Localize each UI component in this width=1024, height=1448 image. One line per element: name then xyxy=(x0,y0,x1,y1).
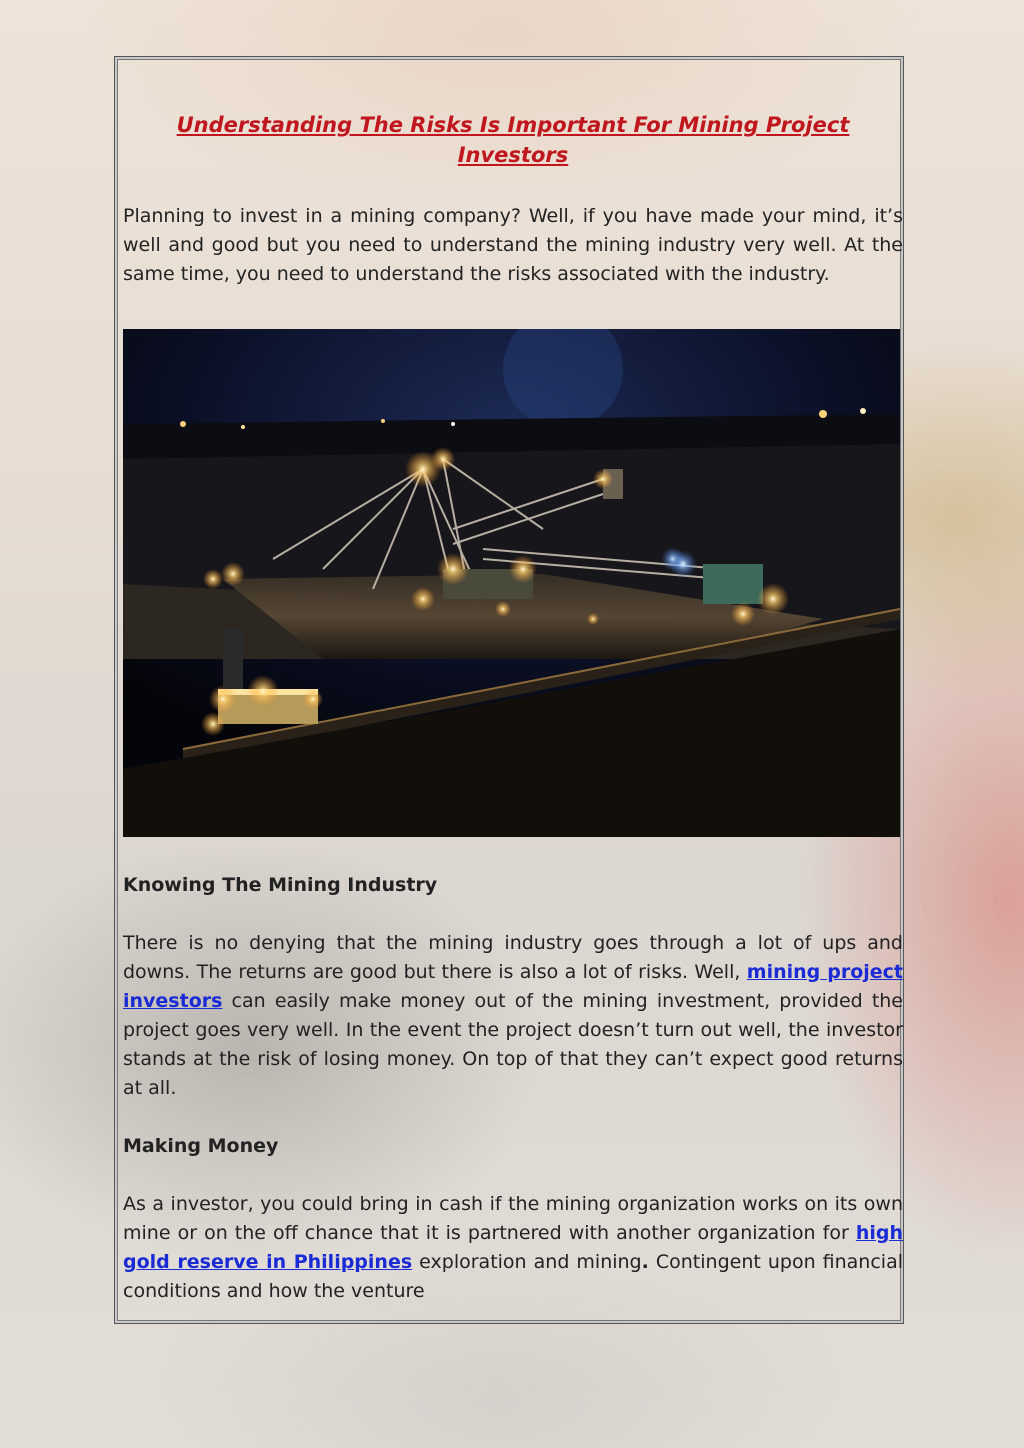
paragraph-mining-industry xyxy=(123,929,903,1103)
paragraph-text: There is no denying that the mining industry goes through a lot of ups and downs. The returns are good but there is also a lot of risks. Well, xyxy=(123,932,903,983)
link-high-gold-reserve[interactable]: high gold reserve in Philippines xyxy=(123,1222,903,1273)
paragraph-text: can easily make money out of the mining investment, provided the project goes very well. In the event the project doesn’t turn out well, the investor stands at the risk of losing money. On top of that they can’t expect good returns at all. xyxy=(123,990,903,1099)
paragraph-text: exploration and mining xyxy=(412,1251,642,1273)
intro-paragraph: Planning to invest in a mining company? Well, if you have made your mind, it’s well and good but you need to understand the mining industry very well. At the same time, you need to understand the risks associated with the industry. xyxy=(123,205,903,285)
paragraph-text: Contingent upon financial conditions and how the venture xyxy=(123,1251,903,1302)
bold-period: . xyxy=(641,1251,649,1273)
link-mining-project-investors[interactable]: mining project investors xyxy=(123,961,904,1012)
article-content xyxy=(123,110,903,1306)
paragraph-text: As a investor, you could bring in cash if the mining organization works on its own mine or on the off chance that it is partnered with another organization for xyxy=(123,1193,903,1244)
paragraph-making-money xyxy=(123,1190,903,1306)
article-title: Understanding The Risks Is Important For Mining Project Investors xyxy=(176,113,850,167)
heading-knowing-mining-industry: Knowing The Mining Industry xyxy=(123,874,438,896)
mining-excavator-image xyxy=(123,329,900,837)
heading-making-money: Making Money xyxy=(123,1135,279,1157)
